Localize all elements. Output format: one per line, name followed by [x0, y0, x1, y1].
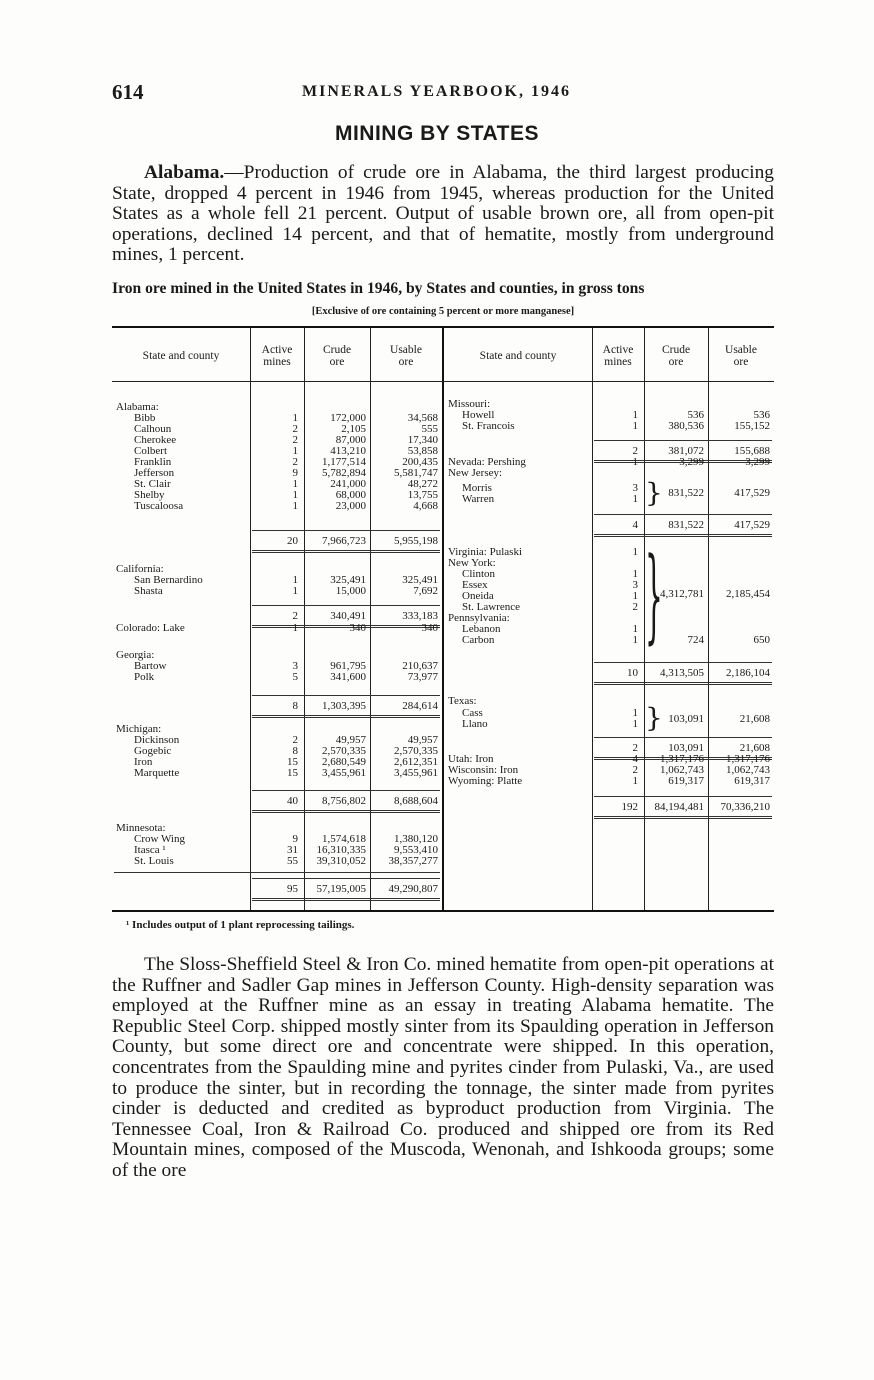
table-cell-county: Colorado: Lake [116, 622, 185, 634]
table-cell-crude: 2,105 [341, 423, 366, 435]
table-cell-crude: 4,313,505 [660, 667, 704, 679]
table-cell-county: Warren [462, 493, 495, 505]
table-cell-county: Tuscaloosa [134, 500, 184, 512]
table-cell-usable: 53,858 [407, 445, 438, 457]
table-cell-crude: 68,000 [335, 489, 366, 501]
table-cell-crude: 325,491 [330, 574, 366, 586]
table-cell-usable: 650 [753, 634, 770, 646]
table-cell-usable: 619,317 [734, 775, 770, 787]
main-paragraph: The Sloss-Sheffield Steel & Iron Co. mined hematite from open-pit operations at the Ruffner and Sadler Gap mines in Jefferson County. High-density separation was employed at the Ruffner mine as an essay in treating Alabama hematite. The Republic Steel Corp. shipped mostly sinter from its Spaulding operation in Jefferson County, but some direct ore and concentrate were shipped. In this operation, concentrates from the Spaulding mine and pyrites cinder from Pulaski, Va., are used to produce the sinter, but in recording the tonnage, the sinter made from pyrites cinder is deducted and credited as byproduct production from Virginia. The Tennessee Coal, Iron & Railroad Co. produced and shipped ore from its Red Mountain mines, composed of the Muscoda, Wenonah, and Ishkooda groups; some of the ore [112, 954, 774, 1181]
table-cell-county: California: [116, 563, 164, 575]
table-cell-usable: 417,529 [734, 519, 770, 531]
table-title: Iron ore mined in the United States in 1946, by States and counties, in gross tons [112, 280, 645, 297]
table-cell-mines: 4 [632, 519, 638, 531]
table-cell-mines: 1 [632, 409, 638, 421]
table-cell-county: Marquette [134, 767, 180, 779]
table-cell-mines: 15 [287, 756, 298, 768]
iron-ore-table [112, 326, 774, 912]
table-cell-usable: 340 [421, 622, 438, 634]
table-cell-county: Gogebic [134, 745, 172, 757]
brace-mark: } [645, 535, 663, 656]
table-cell-mines: 95 [287, 883, 298, 895]
intro-paragraph [112, 163, 774, 266]
table-cell-usable: 73,977 [407, 671, 438, 683]
table-cell-crude: 961,795 [330, 660, 366, 672]
table-cell-crude: 15,000 [335, 585, 366, 597]
table-cell-county: Polk [134, 671, 155, 683]
table-cell-crude: 2,680,549 [322, 756, 366, 768]
table-cell-usable: 13,755 [407, 489, 438, 501]
table-cell-usable: 48,272 [407, 478, 438, 490]
table-cell-mines: 1 [632, 634, 638, 646]
table-cell-mines: 1 [292, 412, 298, 424]
table-cell-county: San Bernardino [134, 574, 203, 586]
table-cell-crude: 619,317 [668, 775, 704, 787]
table-cell-crude: 241,000 [330, 478, 366, 490]
table-cell-crude: 103,091 [668, 742, 704, 754]
table-subtitle: [Exclusive of ore containing 5 percent or more manganese] [311, 306, 575, 317]
table-cell-county: Llano [462, 718, 488, 730]
table-cell-mines: 2 [292, 610, 298, 622]
table-cell-crude: 84,194,481 [654, 801, 704, 813]
section-title: MINING BY STATES [334, 122, 539, 145]
table-cell-mines: 1 [632, 718, 638, 730]
header-crude-right: Crude ore [661, 344, 691, 368]
table-cell-crude: 536 [687, 409, 704, 421]
table-cell-usable-grouped: 2,185,454 [726, 588, 770, 600]
table-cell-county: Crow Wing [134, 833, 185, 845]
table-cell-county: Virginia: Pulaski [448, 546, 522, 558]
table-cell-crude: 3,455,961 [322, 767, 366, 779]
table-cell-mines: 2 [292, 456, 298, 468]
table-cell-mines: 192 [621, 801, 638, 813]
table-cell-county: Cherokee [134, 434, 177, 446]
table-cell-mines: 2 [292, 434, 298, 446]
table-cell-mines: 1 [632, 775, 638, 787]
table-cell-mines: 1 [632, 493, 638, 505]
table-cell-mines: 1 [292, 500, 298, 512]
table-cell-county: Texas: [448, 695, 477, 707]
table-cell-usable: 284,614 [402, 700, 438, 712]
page-number: 614 [112, 80, 144, 104]
table-cell-usable: 8,688,604 [394, 795, 438, 807]
table-cell-mines: 9 [292, 467, 298, 479]
table-cell-county: Georgia: [116, 649, 155, 661]
table-cell-county: Carbon [462, 634, 495, 646]
table-cell-usable: 155,688 [734, 445, 770, 457]
table-cell-crude: 381,072 [668, 445, 704, 457]
table-cell-crude: 831,522 [668, 519, 704, 531]
table-cell-county: Dickinson [134, 734, 180, 746]
table-cell-county: Bibb [134, 412, 156, 424]
table-cell-crude: 16,310,335 [316, 844, 366, 856]
table-cell-crude: 2,570,335 [322, 745, 366, 757]
table-cell-mines: 2 [632, 742, 638, 754]
table-cell-mines: 3 [632, 482, 638, 494]
table-cell-mines: 4 [632, 753, 638, 765]
table-cell-mines: 31 [287, 844, 298, 856]
table-cell-mines: 5 [292, 671, 298, 683]
table-cell-crude: 8,756,802 [322, 795, 366, 807]
table-cell-crude: 57,195,005 [316, 883, 366, 895]
table-cell-county: New Jersey: [448, 467, 503, 479]
intro-text: —Production of crude ore in Alabama, the third largest producing State, dropped 4 percent in 1946 from 1945, whereas production for the United States as a whole fell 21 percent. Output of usable brown ore, all from open-pit operations, declined 14 percent, and that of hematite, mostly from underground mines, 1 percent. [112, 162, 774, 266]
table-cell-crude: 340 [349, 622, 366, 634]
table-cell-county: Michigan: [116, 723, 162, 735]
table-cell-crude: 1,062,743 [660, 764, 704, 776]
table-cell-crude: 340,491 [330, 610, 366, 622]
table-cell-mines: 9 [292, 833, 298, 845]
table-cell-usable: 536 [753, 409, 770, 421]
table-cell-mines: 40 [287, 795, 298, 807]
table-cell-mines: 1 [632, 707, 638, 719]
header-mines-right: Active mines [602, 344, 634, 368]
table-cell-mines: 10 [627, 667, 638, 679]
table-cell-county: Howell [462, 409, 495, 421]
table-cell-usable: 2,570,335 [394, 745, 438, 757]
header-state-left: State and county [142, 350, 220, 362]
table-cell-usable: 38,357,277 [388, 855, 438, 867]
table-cell-crude: 23,000 [335, 500, 366, 512]
table-cell-usable: 34,568 [407, 412, 438, 424]
header-usable-right: Usable ore [725, 344, 757, 368]
header-mines-left: Active mines [261, 344, 293, 368]
table-cell-usable: 5,581,747 [394, 467, 438, 479]
table-cell-crude-grouped: 103,091 [668, 713, 704, 725]
table-cell-crude: 1,177,514 [322, 456, 366, 468]
footnote: ¹ Includes output of 1 plant reprocessing tailings. [126, 919, 355, 931]
table-cell-mines: 1 [292, 585, 298, 597]
table-cell-county: Morris [462, 482, 492, 494]
table-cell-county: Minnesota: [116, 822, 166, 834]
table-cell-usable: 5,955,198 [394, 535, 438, 547]
table-cell-county: Cass [462, 707, 483, 719]
table-cell-county: Jefferson [134, 467, 175, 479]
table-cell-county: Lebanon [462, 623, 501, 635]
table-cell-mines: 1 [632, 590, 638, 602]
table-cell-mines: 2 [292, 423, 298, 435]
intro-lead: Alabama. [144, 162, 225, 183]
table-cell-mines: 3 [632, 579, 638, 591]
table-cell-usable: 333,183 [402, 610, 438, 622]
table-cell-mines: 55 [287, 855, 298, 867]
table-cell-usable: 17,340 [407, 434, 438, 446]
table-cell-county: Colbert [134, 445, 167, 457]
table-cell-mines: 3 [292, 660, 298, 672]
table-cell-crude: 49,957 [335, 734, 366, 746]
table-cell-crude: 5,782,894 [322, 467, 366, 479]
table-cell-county: Missouri: [448, 398, 491, 410]
table-cell-mines: 1 [292, 445, 298, 457]
table-cell-mines: 1 [292, 622, 298, 634]
table-cell-mines: 1 [632, 568, 638, 580]
table-cell-usable: 2,186,104 [726, 667, 770, 679]
table-cell-crude: 7,966,723 [322, 535, 366, 547]
table-cell-mines: 2 [292, 734, 298, 746]
table-cell-county: Essex [462, 579, 488, 591]
brace-mark: } [645, 477, 663, 508]
table-cell-usable: 155,152 [734, 420, 770, 432]
brace-mark: } [645, 702, 663, 733]
table-cell-crude: 724 [687, 634, 704, 646]
table-cell-county: Franklin [134, 456, 172, 468]
header-state-right: State and county [479, 350, 557, 362]
table-cell-crude: 341,600 [330, 671, 366, 683]
table-cell-mines: 1 [632, 623, 638, 635]
table-cell-usable: 1,317,176 [726, 753, 770, 765]
table-cell-crude: 1,317,176 [660, 753, 704, 765]
table-cell-usable: 210,637 [402, 660, 438, 672]
table-cell-mines: 1 [292, 489, 298, 501]
table-cell-usable: 1,380,120 [394, 833, 438, 845]
table-cell-county: St. Lawrence [462, 601, 521, 613]
table-cell-mines: 1 [632, 420, 638, 432]
table-cell-mines: 2 [632, 445, 638, 457]
table-cell-crude: 87,000 [335, 434, 366, 446]
table-cell-county: Shelby [134, 489, 165, 501]
table-cell-mines: 1 [632, 546, 638, 558]
table-cell-mines: 20 [287, 535, 298, 547]
table-cell-county: Shasta [134, 585, 163, 597]
table-cell-mines: 8 [292, 745, 298, 757]
table-cell-usable: 9,553,410 [394, 844, 438, 856]
table-cell-mines: 15 [287, 767, 298, 779]
table-cell-county: Utah: Iron [448, 753, 494, 765]
table-cell-county: Iron [134, 756, 153, 768]
table-cell-county: St. Francois [462, 420, 515, 432]
table-cell-county: St. Louis [134, 855, 174, 867]
table-cell-usable: 3,455,961 [394, 767, 438, 779]
table-cell-mines: 1 [292, 478, 298, 490]
table-cell-usable-grouped: 21,608 [739, 713, 770, 725]
table-cell-usable: 4,668 [413, 500, 438, 512]
table-cell-county: Alabama: [116, 401, 159, 413]
table-cell-crude-grouped: 4,312,781 [660, 588, 704, 600]
table-cell-usable: 200,435 [402, 456, 438, 468]
table-cell-usable: 70,336,210 [720, 801, 770, 813]
table-cell-crude: 413,210 [330, 445, 366, 457]
table-cell-county: Pennsylvania: [448, 612, 510, 624]
table-cell-crude: 172,000 [330, 412, 366, 424]
table-cell-mines: 2 [632, 764, 638, 776]
table-cell-county: Bartow [134, 660, 167, 672]
table-cell-crude: 380,536 [668, 420, 704, 432]
table-cell-county: Oneida [462, 590, 494, 602]
table-cell-usable: 49,290,807 [388, 883, 438, 895]
table-cell-mines: 1 [632, 456, 638, 468]
table-cell-county: Clinton [462, 568, 496, 580]
table-cell-county: Wyoming: Platte [448, 775, 523, 787]
table-cell-usable: 325,491 [402, 574, 438, 586]
table-cell-county: Calhoun [134, 423, 172, 435]
table-cell-usable: 1,062,743 [726, 764, 770, 776]
table-cell-mines: 1 [292, 574, 298, 586]
table-cell-crude: 1,574,618 [322, 833, 366, 845]
table-cell-usable: 2,612,351 [394, 756, 438, 768]
page-header [112, 80, 772, 106]
table-cell-crude: 1,303,395 [322, 700, 366, 712]
table-cell-usable: 3,299 [745, 456, 770, 468]
table-cell-county: St. Clair [134, 478, 171, 490]
table-cell-crude: 39,310,052 [316, 855, 366, 867]
header-crude-left: Crude ore [322, 344, 352, 368]
table-cell-usable: 555 [421, 423, 438, 435]
table-cell-usable: 49,957 [407, 734, 438, 746]
table-cell-crude-grouped: 831,522 [668, 487, 704, 499]
table-cell-county: Itasca ¹ [134, 844, 166, 856]
table-cell-mines: 2 [632, 601, 638, 613]
table-cell-county: New York: [448, 557, 496, 569]
table-cell-usable: 21,608 [739, 742, 770, 754]
table-cell-county: Wisconsin: Iron [448, 764, 519, 776]
table-cell-county: Nevada: Pershing [448, 456, 526, 468]
table-cell-usable: 7,692 [413, 585, 438, 597]
table-cell-mines: 8 [292, 700, 298, 712]
table-cell-crude: 3,299 [679, 456, 704, 468]
header-usable-left: Usable ore [390, 344, 422, 368]
running-title: MINERALS YEARBOOK, 1946 [302, 83, 571, 100]
table-cell-usable-grouped: 417,529 [734, 487, 770, 499]
